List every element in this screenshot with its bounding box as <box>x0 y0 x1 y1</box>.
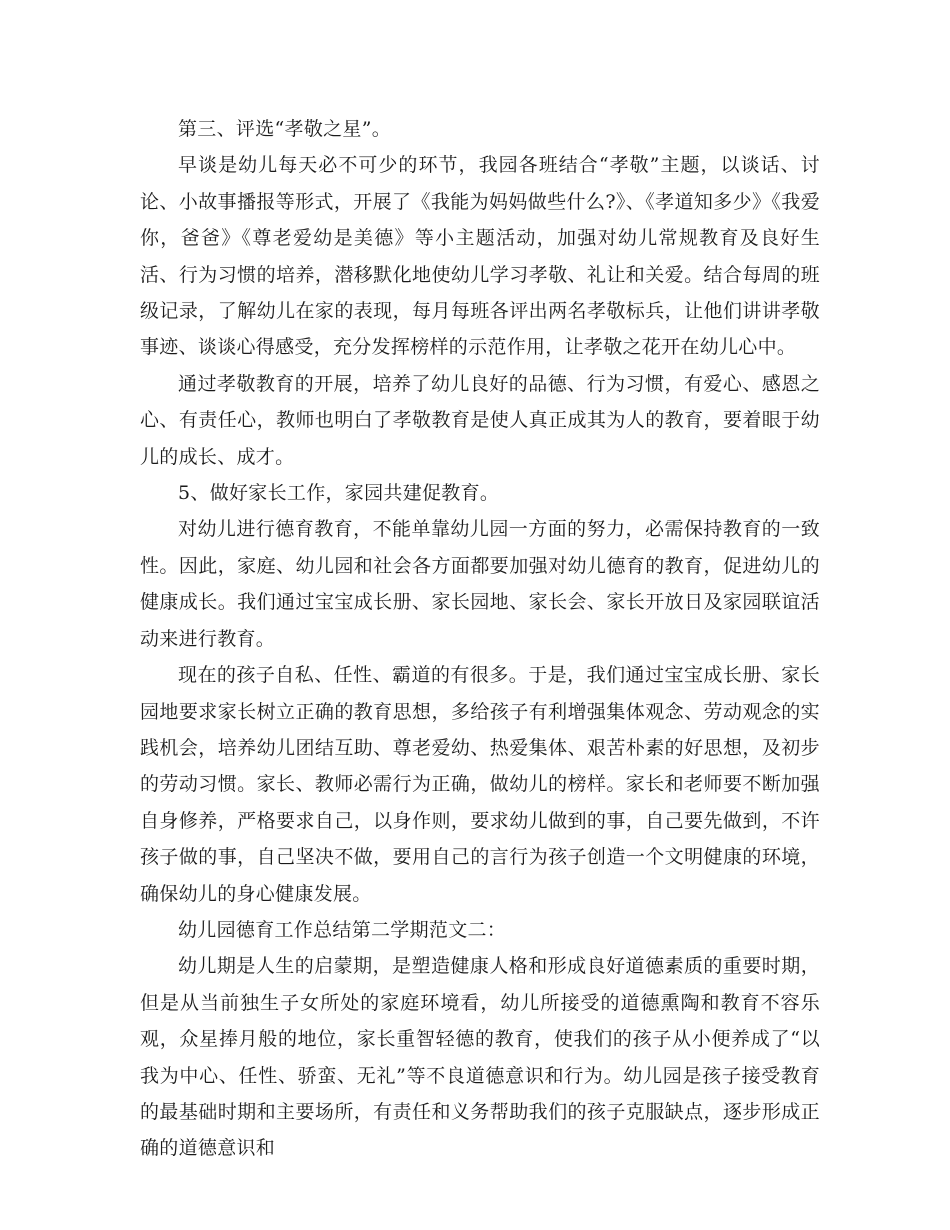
paragraph: 现在的孩子自私、任性、霸道的有很多。于是，我们通过宝宝成长册、家长园地要求家长树立正确的教育思想，多给孩子有利增强集体观念、劳动观念的实践机会，培养幼儿团结互助、尊老爱幼、热爱集体、艰苦朴素的好思想，及初步的劳动习惯。家长、教师必需行为正确，做幼儿的榜样。家长和老师要不断加强自身修养，严格要求自己，以身作则，要求幼儿做到的事，自己要先做到，不许孩子做的事，自己坚决不做，要用自己的言行为孩子创造一个文明健康的环境，确保幼儿的身心健康发展。 <box>140 664 820 905</box>
paragraph: 对幼儿进行德育教育，不能单靠幼儿园一方面的努力，必需保持教育的一致性。因此，家庭、幼儿园和社会各方面都要加强对幼儿德育的教育，促进幼儿的健康成长。我们通过宝宝成长册、家长园地、家长会、家长开放日及家园联谊活动来进行教育。 <box>140 518 820 650</box>
section-heading: 第三、评选“孝敬之星”。 <box>178 118 392 140</box>
paragraph: 幼儿期是人生的启蒙期，是塑造健康人格和形成良好道德素质的重要时期，但是从当前独生子女所处的家庭环境看，幼儿所接受的道德熏陶和教育不容乐观，众星捧月般的地位，家长重智轻德的教育，使我们的孩子从小便养成了“以我为中心、任性、骄蛮、无礼”等不良道德意识和行为。幼儿园是孩子接受教育的最基础时期和主要场所，有责任和义务帮助我们的孩子克服缺点，逐步形成正确的道德意识和 <box>140 955 820 1160</box>
paragraph: 早谈是幼儿每天必不可少的环节，我园各班结合“孝敬”主题，以谈话、讨论、小故事播报等形式，开展了《我能为妈妈做些什么?》、《孝道知多少》《我爱你，爸爸》《尊老爱幼是美德》等小主题活动，加强对幼儿常规教育及良好生活、行为习惯的培养，潜移默化地使幼儿学习孝敬、礼让和关爱。结合每周的班级记录，了解幼儿在家的表现，每月每班各评出两名孝敬标兵，让他们讲讲孝敬事迹、谈谈心得感受，充分发挥榜样的示范作用，让孝敬之花开在幼儿心中。 <box>140 154 820 359</box>
section-heading: 5、做好家长工作，家园共建促教育。 <box>178 482 500 505</box>
document-body <box>140 111 820 1167</box>
section-heading: 幼儿园德育工作总结第二学期范文二： <box>178 918 507 941</box>
paragraph: 通过孝敬教育的开展，培养了幼儿良好的品德、行为习惯，有爱心、感恩之心、有责任心，教师也明白了孝敬教育是使人真正成其为人的教育，要着眼于幼儿的成长、成才。 <box>140 372 820 468</box>
